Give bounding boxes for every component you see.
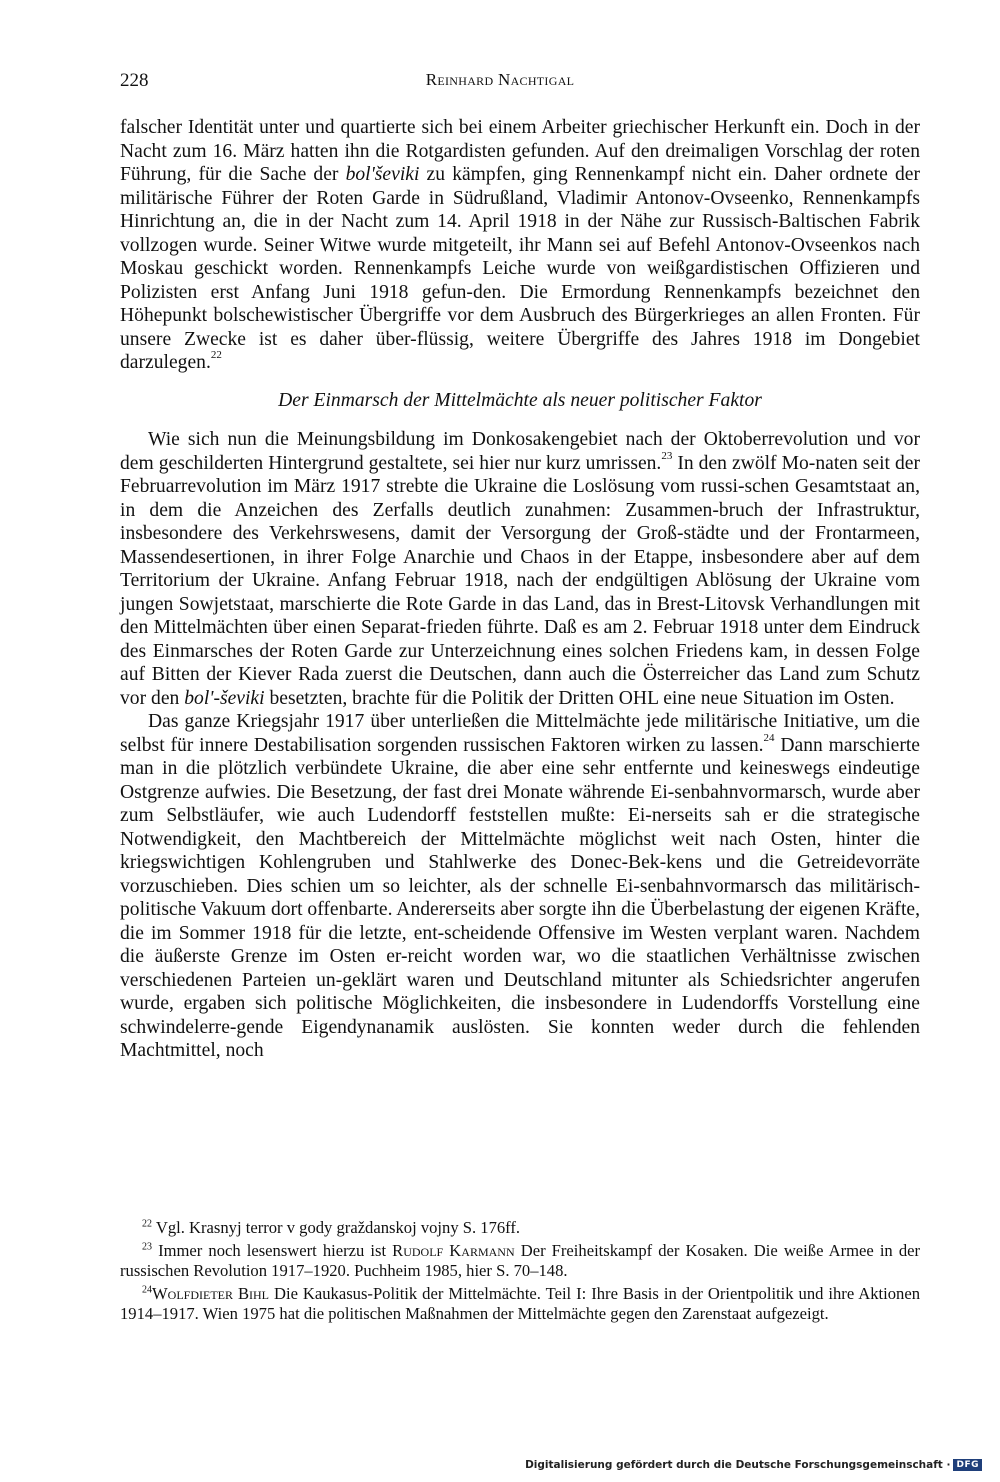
dfg-logo: DFG (953, 1459, 982, 1471)
digitization-note (525, 1459, 982, 1471)
footnote (120, 1218, 920, 1239)
text-run: besetzten, brachte für die Politik der Dritten OHL eine neue Situation im Osten. (264, 687, 895, 709)
text-run: Wie sich nun die Meinungsbildung im Donkosakengebiet nach der Oktoberrevolution und vor dem geschilderten Hintergrund gestaltete, sei hier nur kurz umrissen. (120, 429, 920, 474)
italic-term: bol'ševiki (345, 164, 420, 185)
paragraph (120, 116, 920, 375)
footnote-number: 22 (142, 1218, 152, 1230)
italic-term: bol'-ševiki (184, 687, 265, 709)
text-run: Das ganze Kriegsjahr 1917 über unterließen die Mittelmächte jede militärische Initiative, um die selbst für innere Destabilisation sorgenden russischen Faktoren wirken zu lassen. (120, 711, 920, 756)
footnote-number: 23 (142, 1240, 152, 1252)
running-head: Reinhard Nachtigal (425, 70, 575, 89)
author-name: Rudolf Karmann (392, 1240, 515, 1260)
footnote-ref[interactable]: 22 (210, 349, 222, 362)
text-run: In den zwölf Mo-naten seit der Februarrevolution im März 1917 strebte die Ukraine die Loslösung vom russi-schen Gesamtstaat an, in dem die Anzeichen des Zerfalls deutlich zunahmen: Zusammen-bruch der Infrastruktur, insbesondere des Verkehrswesens, damit der Versorgung der Groß-städte und der Frontarmeen, Massendesertionen, in ihrer Folge Anarchie und Chaos in der Etappe, insbesondere aber auf dem Territorium der Ukraine. Anfang Februar 1918, nach der endgültigen Ablösung der Ukraine vom jungen Sowjetstaat, marschierte die Rote Garde in das Land, das in Brest-Litovsk Verhandlungen mit den Mittelmächten über einen Separat-frieden führte. Daß es am 2. Februar 1918 unter dem Eindruck des Einmarsches der Roten Garde zur Unterzeichnung eines solchen Friedens kam, in dessen Folge auf Bitten der Kiever Rada zuerst die Deutschen, dann auch die Österreicher das Land zum Schutz vor den (120, 452, 920, 709)
section-heading: Der Einmarsch der Mittelmächte als neuer politischer Faktor (278, 389, 762, 411)
footnote-ref[interactable]: 24 (763, 731, 775, 744)
footnote-text: Immer noch lesenswert hierzu ist (152, 1240, 393, 1260)
paragraph (120, 428, 920, 710)
body-text (120, 116, 920, 1063)
footnote-ref[interactable]: 23 (661, 449, 673, 462)
footnote-number: 24 (142, 1283, 152, 1295)
footnote-text: Die Kaukasus-Politik der Mittelmächte. Teil I: Ihre Basis in der Orientpolitik und ihre Aktionen 1914–1917. Wien 1975 hat die politischen Maßnahmen der Mittelmächte gegen den Zarenstaat aufgezeigt. (120, 1283, 920, 1323)
paragraph (120, 710, 920, 1063)
author-name: Wolfdieter Bihl (152, 1283, 270, 1303)
page-number: 228 (120, 70, 149, 91)
footnote (120, 1241, 920, 1282)
footnote (120, 1284, 920, 1325)
footnote-text: Vgl. Krasnyj terror v gody graždanskoj vojny S. 176ff. (152, 1218, 521, 1237)
footnote-text: Der Freiheitskampf der Kosaken. Die weiße Armee in der russischen Revolution 1917–1920. Puchheim 1985, hier S. 70–148. (120, 1240, 921, 1280)
footnotes (120, 1218, 920, 1325)
digitization-text: Digitalisierung gefördert durch die Deutsche Forschungsgemeinschaft · (525, 1459, 951, 1471)
text-run: falscher Identität unter und quartierte sich bei einem Arbeiter griechischer Herkunft ein. Doch in der Nacht zum 16. März hatten ihn die Rotgardisten gefunden. Auf den dreimaligen Vorschlag der roten Führung, für die Sache der (120, 117, 920, 185)
text-run: Dann marschierte man in die plötzlich verbündete Ukraine, die aber eine sehr entfernte und keineswegs eindeutige Ostgrenze aufwies. Die Besetzung, der fast drei Monate währende Ei-senbahnvormarsch, wurde aber zum Selbstläufer, wie auch Ludendorff feststellen mußte: Ei-nerseits sah er die strategische Notwendigkeit, den Machtbereich der Mittelmächte möglichst weit nach Osten, hinter die kriegswichtigen Kohlengruben und Stahlwerke des Donec-Bek-kens und die Getreidevorräte vorzuschieben. Dies schien um so leichter, als der schnelle Ei-senbahnvormarsch das militärisch-politische Vakuum dort offenbarte. Andererseits aber sorgte ihn die Überbelastung der eigenen Kräfte, die im Sommer 1918 für die letzte, ent-scheidende Offensive im Westen verplant waren. Nachdem die äußerste Grenze im Osten er-reicht worden war, wo die staatlichen Verhältnisse zwischen verschiedenen Parteien un-geklärt waren und Deutschland mitunter als Schiedsrichter angerufen wurde, ergaben sich politische Möglichkeiten, die insbesondere in Ludendorffs Vorstellung eine schwindelerre-gende Eigendynanamik auslösten. Sie konnten weder durch die fehlenden Machtmittel, noch (120, 734, 921, 1061)
text-run: zu kämpfen, ging Rennenkampf nicht ein. Daher ordnete der militärische Führer der Roten Garde in Südrußland, Vladimir Antonov-Ovseenko, Rennenkampfs Hinrichtung an, die in der Nacht zum 14. April 1918 in der Nähe zur Russisch-Baltischen Fabrik vollzogen wurde. Seiner Witwe wurde mitgeteilt, ihr Mann sei auf Befehl Antonov-Ovseenkos nach Moskau geschickt worden. Rennenkampfs Leiche wurde von weißgardistischen Offizieren und Polizisten erst Anfang Juni 1918 gefun-den. Die Ermordung Rennenkampfs bezeichnet den Höhepunkt bolschewistischer Übergriffe vor dem Ausbruch des Bürgerkrieges an allen Fronten. Für unsere Zwecke ist es daher über-flüssig, weitere Übergriffe des Jahres 1918 im Dongebiet darzulegen. (120, 164, 920, 373)
